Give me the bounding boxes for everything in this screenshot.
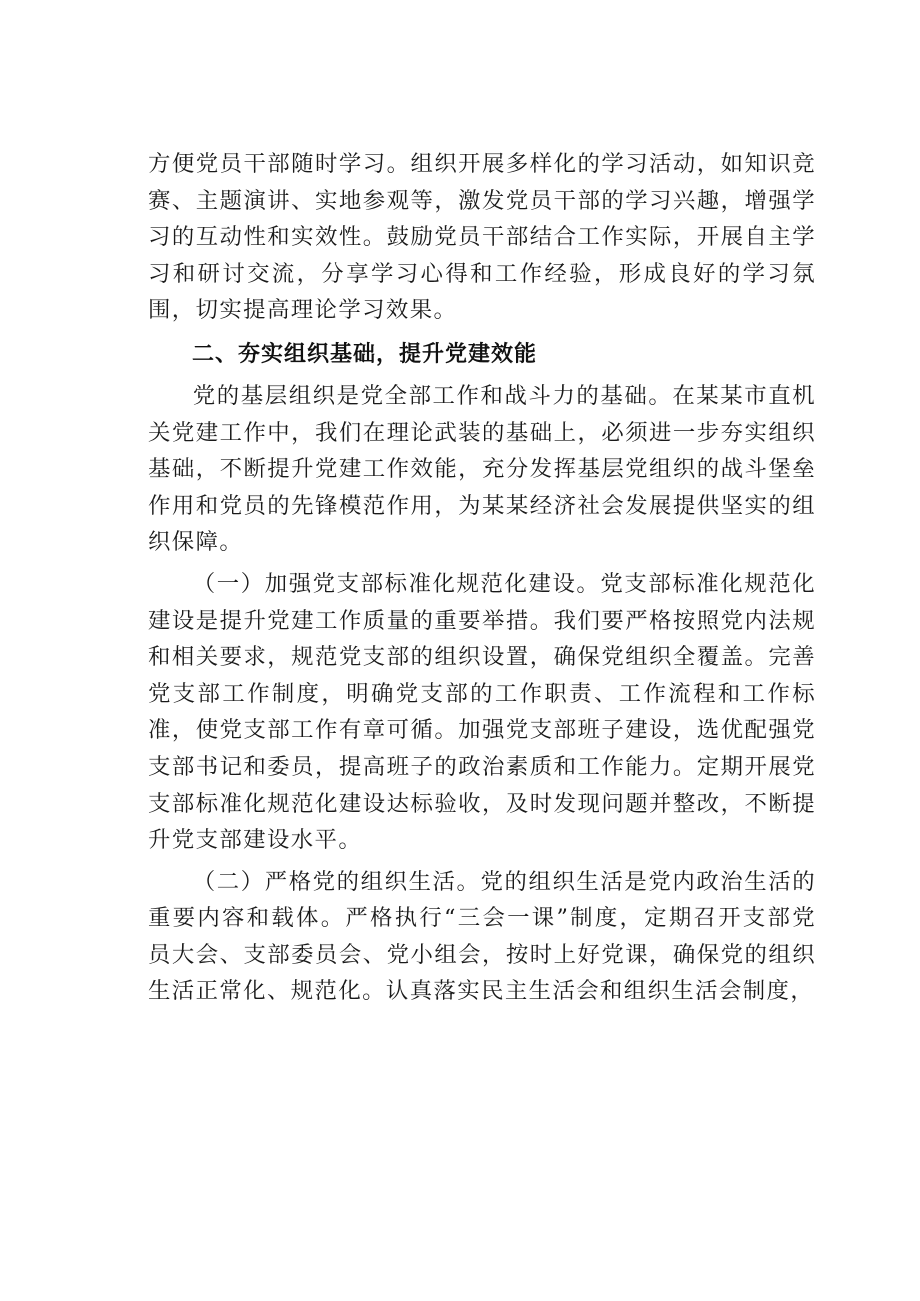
- body-paragraph-1: 方便党员干部随时学习。组织开展多样化的学习活动，如知识竞赛、主题演讲、实地参观等，激发党员干部的学习兴趣，增强学习的互动性和实效性。鼓励党员干部结合工作实际，开展自主学习和研讨交流，分享学习心得和工作经验，形成良好的学习氛围，切实提高理论学习效果。: [148, 151, 816, 324]
- document-body: [148, 146, 816, 1010]
- section-heading-2: 二、夯实组织基础，提升党建效能: [192, 341, 538, 367]
- body-paragraph-3: （一）加强党支部标准化规范化建设。党支部标准化规范化建设是提升党建工作质量的重要举措。我们要严格按照党内法规和相关要求，规范党支部的组织设置，确保党组织全覆盖。完善党支部工作制度，明确党支部的工作职责、工作流程和工作标准，使党支部工作有章可循。加强党支部班子建设，选优配强党支部书记和委员，提高班子的政治素质和工作能力。定期开展党支部标准化规范化建设达标验收，及时发现问题并整改，不断提升党支部建设水平。: [148, 570, 816, 854]
- body-paragraph-4: （二）严格党的组织生活。党的组织生活是党内政治生活的重要内容和载体。严格执行“三会一课”制度，定期召开支部党员大会、支部委员会、党小组会，按时上好党课，确保党的组织生活正常化、规范化。认真落实民主生活会和组织生活会制度，: [148, 868, 816, 1005]
- body-paragraph-2: 党的基层组织是党全部工作和战斗力的基础。在某某市直机关党建工作中，我们在理论武装的基础上，必须进一步夯实组织基础，不断提升党建工作效能，充分发挥基层党组织的战斗堡垒作用和党员的先锋模范作用，为某某经济社会发展提供坚实的组织保障。: [148, 382, 816, 556]
